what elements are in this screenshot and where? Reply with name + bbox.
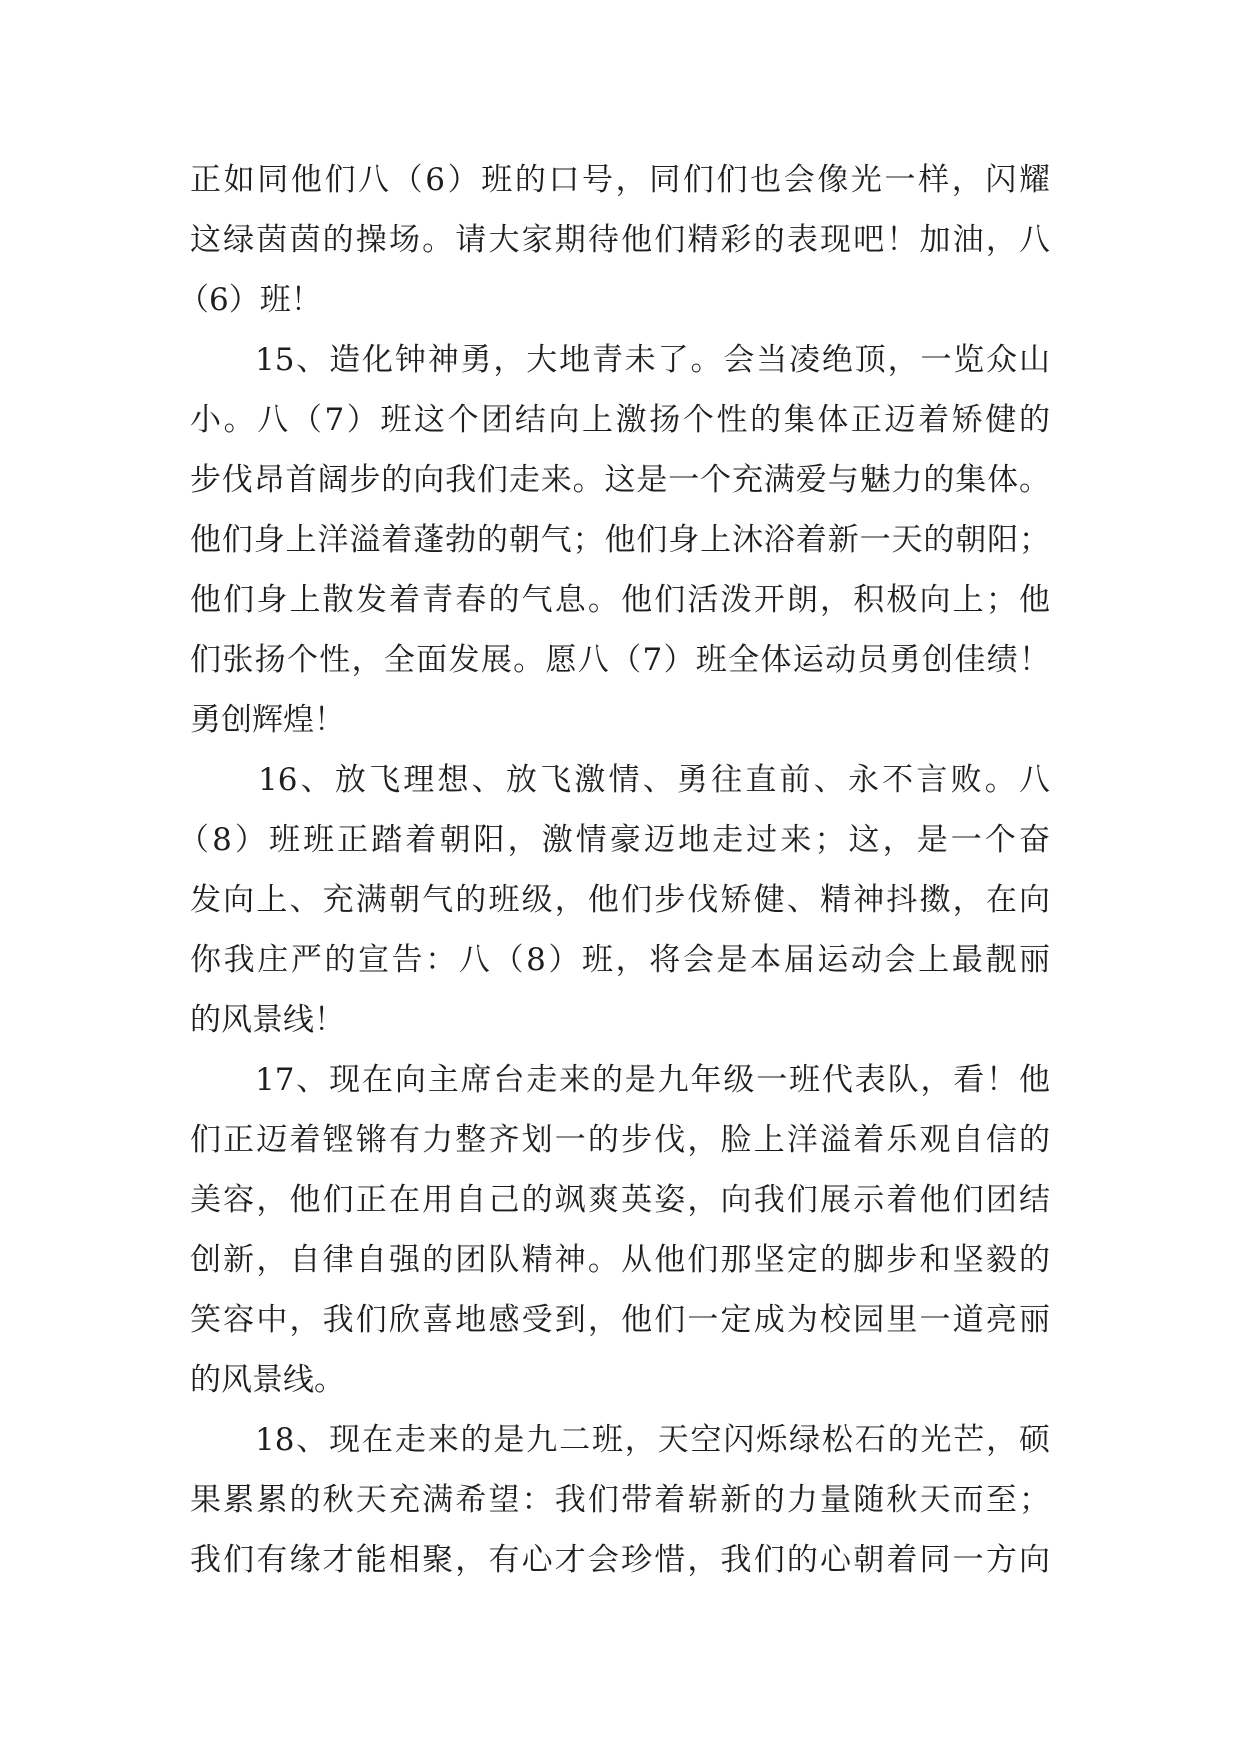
text-line: 你我庄严的宣告：八（8）班，将会是本届运动会上最靓丽 xyxy=(190,942,1050,978)
text-line: 我们有缘才能相聚，有心才会珍惜，我们的心朝着同一方向 xyxy=(190,1542,1050,1578)
text-line: 美容，他们正在用自己的飒爽英姿，向我们展示着他们团结 xyxy=(190,1182,1050,1218)
text-line: （6）班！ xyxy=(178,282,322,318)
text-line: 勇创辉煌！ xyxy=(190,702,345,738)
text-line: 们张扬个性，全面发展。愿八（7）班全体运动员勇创佳绩！ xyxy=(190,642,1050,678)
text-line: 发向上、充满朝气的班级，他们步伐矫健、精神抖擞，在向 xyxy=(190,882,1050,918)
text-line: 正如同他们八（6）班的口号，同们们也会像光一样，闪耀 xyxy=(190,162,1050,198)
text-line: 18、现在走来的是九二班，天空闪烁绿松石的光芒，硕 xyxy=(255,1422,1050,1458)
text-line: 笑容中，我们欣喜地感受到，他们一定成为校园里一道亮丽 xyxy=(190,1302,1050,1338)
text-line: 创新，自律自强的团队精神。从他们那坚定的脚步和坚毅的 xyxy=(190,1242,1050,1278)
text-line: 他们身上散发着青春的气息。他们活泼开朗，积极向上；他 xyxy=(190,582,1050,618)
text-line: 15、造化钟神勇，大地青未了。会当凌绝顶，一览众山 xyxy=(255,342,1050,378)
text-line: （8）班班正踏着朝阳，激情豪迈地走过来；这，是一个奋 xyxy=(178,822,1050,858)
text-line: 17、现在向主席台走来的是九年级一班代表队，看！他 xyxy=(255,1062,1050,1098)
text-line: 16、放飞理想、放飞激情、勇往直前、永不言败。八 xyxy=(258,762,1050,798)
text-line: 步伐昂首阔步的向我们走来。这是一个充满爱与魅力的集体。 xyxy=(190,462,1050,498)
text-line: 的风景线！ xyxy=(190,1002,345,1038)
text-line: 这绿茵茵的操场。请大家期待他们精彩的表现吧！加油，八 xyxy=(190,222,1050,258)
text-line: 们正迈着铿锵有力整齐划一的步伐，脸上洋溢着乐观自信的 xyxy=(190,1122,1050,1158)
text-line: 他们身上洋溢着蓬勃的朝气；他们身上沐浴着新一天的朝阳； xyxy=(190,522,1050,558)
text-line: 果累累的秋天充满希望：我们带着崭新的力量随秋天而至； xyxy=(190,1482,1050,1518)
text-line: 的风景线。 xyxy=(190,1362,345,1398)
text-line: 小。八（7）班这个团结向上激扬个性的集体正迈着矫健的 xyxy=(190,402,1050,438)
